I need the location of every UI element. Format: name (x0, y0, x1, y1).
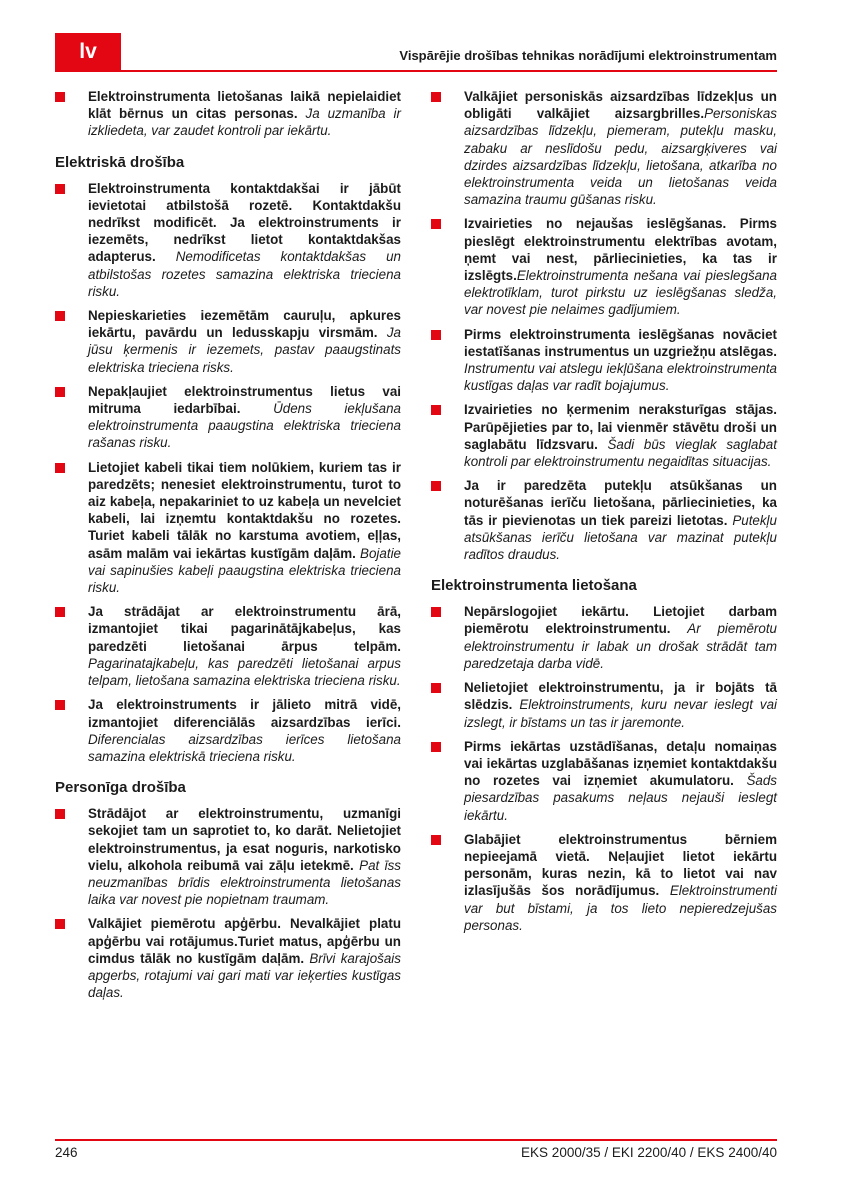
explanation-text: Instrumentu vai atslegu iekļūšana elektroinstrumenta kustīgas daļas var radīt bojajumus. (464, 361, 777, 394)
instruction-text: Valkājiet personiskās aizsardzības līdzekļus un obligāti valkājiet aizsargbrilles. (464, 89, 777, 122)
instruction-text: Lietojiet kabeli tikai tiem nolūkiem, kuriem tas ir paredzēts; nenesiet elektroinstrumentu, turot to aiz kabeļa, nepakariniet to uz kabeļa un nevelciet kabeli, lai izņemtu kontaktdakšu no rozetes. Turiet kabeli tālāk no karstuma avotiem, eļļas, asām malām vai iekārtas kustīgām daļām. (88, 459, 401, 561)
bullet-text (88, 383, 401, 452)
bullet-item (55, 459, 401, 597)
bullet-item (431, 326, 777, 395)
page-header (55, 33, 777, 72)
section-heading: Elektriskā drošība (55, 153, 185, 171)
bullet-square-icon (55, 184, 65, 194)
explanation-text: Elektroinstrumenti var but bīstami, ja tos lieto nepieredzejušas personas. (464, 883, 777, 933)
bullet-square-icon (431, 219, 441, 229)
explanation-text: Šadi būs vieglak saglabat kontroli par elektroinstrumentu negaidītas situacijas. (464, 436, 777, 470)
bullet-text (464, 215, 777, 318)
bullet-item (431, 831, 777, 934)
bullet-square-icon (431, 330, 441, 340)
bullet-text (88, 88, 401, 140)
bullet-square-icon (431, 481, 441, 491)
bullet-square-icon (431, 742, 441, 752)
instruction-text: Elektroinstrumenta kontaktdakšai ir jābūt ievietotai atbilstošā rozetē. Kontaktdakšu nedrīkst modificēt. Ja elektroinstruments ir iezemēts, nedrīkst lietot kontaktdakšas adapterus. (88, 180, 401, 265)
bullet-item (431, 215, 777, 318)
bullet-text (464, 401, 777, 470)
instruction-text: Ja strādājat ar elektroinstrumentu ārā, izmantojiet tikai pagarinātājkabeļus, kas paredzēti lietošanai ārpus telpām. (88, 604, 401, 654)
bullet-item (55, 805, 401, 908)
language-badge: lv (55, 33, 121, 71)
bullet-item (55, 307, 401, 376)
bullet-text (464, 88, 777, 208)
explanation-text: Šads piesardzības pasakums neļaus nejauši ieslegt iekārtu. (464, 773, 777, 823)
section-heading: Personīga drošība (55, 779, 186, 797)
explanation-text: Ar piemērotu elektroinstrumentu ir labak un drošak strādāt tam paredzetaja darba vidē. (464, 621, 778, 671)
bullet-text (464, 603, 777, 672)
instruction-text: Valkājiet piemērotu apģērbu. Nevalkājiet platu apģērbu vai rotājumus.Turiet matus, apģērbu un cimdus tālāk no kustīgām daļām. (88, 916, 401, 966)
instruction-text: Elektroinstrumenta lietošanas laikā nepielaidiet klāt bērnus un citas personas. (88, 89, 401, 122)
bullet-item (431, 603, 777, 672)
bullet-square-icon (55, 607, 65, 617)
explanation-text: Ūdens iekļušana elektroinstrumenta paaugstina elektriska trieciena rašanas risku. (88, 401, 401, 451)
explanation-text: Diferencialas aizsardzības ierīces lietošana samazina elektriskā trieciena risku. (88, 731, 401, 764)
column-right (431, 88, 777, 1008)
bullet-text (88, 805, 401, 908)
page-title: Vispārējie drošības tehnikas norādījumi elektroinstrumentam (399, 48, 777, 63)
instruction-text: Pirms elektroinstrumenta ieslēgšanas novāciet iestatīšanas instrumentus un uzgriežņu atslēgas. (464, 326, 777, 359)
bullet-text (464, 831, 777, 934)
bullet-square-icon (431, 607, 441, 617)
bullet-square-icon (431, 405, 441, 415)
instruction-text: Nelietojiet elektroinstrumentu, ja ir bojāts tā slēdzis. (464, 680, 777, 713)
bullet-item (55, 88, 401, 140)
bullet-text (88, 459, 401, 597)
bullet-square-icon (55, 387, 65, 397)
bullet-text (88, 180, 401, 300)
instruction-text: Izvairieties no nejaušas ieslēgšanas. Pirms pieslēgt elektroinstrumentu elektrības avotam, ņemt vai nest, pārliecinieties, ka tas ir izslēgts. (464, 216, 777, 284)
explanation-text: Brīvi karajošais apgerbs, rotajumi vai gari mati var ieķerties kustīgas daļas. (88, 950, 401, 1001)
bullet-item (431, 477, 777, 563)
instruction-text: Nepieskarieties iezemētām cauruļu, apkures iekārtu, pavārdu un ledusskapju virsmām. (88, 308, 401, 341)
bullet-item (431, 88, 777, 208)
explanation-text: Ja jūsu ķermenis ir iezemets, pastav paaugstinats elektriska trieciena risks. (88, 325, 401, 375)
column-left (55, 88, 401, 1008)
bullet-square-icon (431, 92, 441, 102)
bullet-text (88, 603, 401, 689)
instruction-text: Ja ir paredzēta putekļu atsūkšanas un noturēšanas ierīču lietošana, pārliecinieties, ka tās ir pievienotas un tiek pareizi lietotas. (464, 478, 777, 528)
explanation-text: Nemodificetas kontaktdakšas un atbilstošas rozetes samazina elektriska trieciena risku. (88, 249, 401, 299)
bullet-item (431, 738, 777, 824)
section-heading: Elektroinstrumenta lietošana (431, 577, 637, 595)
instruction-text: Izvairieties no ķermenim neraksturīgas stājas. Parūpējieties par to, lai vienmēr stāvētu droši un saglabātu līdzsvaru. (464, 402, 777, 452)
bullet-square-icon (55, 92, 65, 102)
bullet-item (431, 401, 777, 470)
bullet-item (55, 383, 401, 452)
bullet-square-icon (55, 463, 65, 473)
instruction-text: Nepakļaujiet elektroinstrumentus lietus vai mitruma iedarbībai. (88, 383, 401, 417)
bullet-text (464, 326, 777, 395)
bullet-text (88, 915, 401, 1001)
bullet-square-icon (431, 835, 441, 845)
bullet-item (55, 180, 401, 300)
page-number: 246 (55, 1145, 78, 1160)
bullet-text (464, 477, 777, 563)
bullet-text (88, 696, 401, 765)
explanation-text: Ja uzmanība ir izkliedeta, var zaudet kontroli par iekārtu. (88, 106, 401, 139)
product-models: EKS 2000/35 / EKI 2200/40 / EKS 2400/40 (521, 1145, 777, 1160)
explanation-text: Elektroinstrumenta nešana vai pieslegšana elektrotīklam, turot pirkstu uz ieslēgšanas sledža, var novest pie nelaimes gadījumiem. (464, 268, 777, 318)
instruction-text: Ja elektroinstruments ir jālieto mitrā vidē, izmantojiet diferenciālās aizsardzības ierīci. (88, 697, 401, 730)
bullet-square-icon (55, 919, 65, 929)
bullet-square-icon (55, 311, 65, 321)
bullet-text (88, 307, 401, 376)
bullet-item (55, 603, 401, 689)
explanation-text: Putekļu atsūkšanas ierīču lietošana var mazinat putekļu radītos draudus. (464, 512, 777, 563)
bullet-item (55, 915, 401, 1001)
explanation-text: Bojatie vai sapinušies kabeļi paaugstina elektriska trieciena risku. (88, 545, 401, 596)
bullet-text (464, 738, 777, 824)
bullet-text (464, 679, 777, 731)
instruction-text: Strādājot ar elektroinstrumentu, uzmanīgi sekojiet tam un saprotiet to, ko darāt. Nelietojiet elektroinstrumentus, ja esat noguris, narkotisko vielu, alkohola reibumā vai zāļu ietekmē. (88, 806, 401, 873)
bullet-item (55, 696, 401, 765)
page-footer (55, 1139, 777, 1160)
explanation-text: Pagarinatajkabeļu, kas paredzēti lietošanai arpus telpam, lietošana samazina elektriska trieciena risku. (88, 655, 401, 689)
instruction-text: Glabājiet elektroinstrumentus bērniem nepieejamā vietā. Neļaujiet lietot iekārtu personām, kuras nezin, kā to lietot vai nav izlasījušās šos norādījumus. (464, 831, 777, 899)
bullet-square-icon (431, 683, 441, 693)
explanation-text: Personiskas aizsardzības līdzekļu, piemeram, putekļu masku, zabaku ar neslīdošu pedu, aizsargķiveres vai dzirdes aizsardzības līdzekļu, lietošana, atkarība no elektroinstrumenta veida un lietošanas veida samazina traumu gūšanas risku. (464, 106, 777, 208)
bullet-square-icon (55, 809, 65, 819)
explanation-text: Pat īss neuzmanības brīdis elektroinstrumenta lietošanas laika var novest pie nopietnam traumam. (88, 857, 401, 908)
content-columns (55, 88, 777, 1008)
bullet-square-icon (55, 700, 65, 710)
instruction-text: Pirms iekārtas uzstādīšanas, detaļu nomaiņas vai iekārtas uzglabāšanas izņemiet kontaktdakšu no rozetes vai izņemiet akumulatoru. (464, 738, 777, 789)
explanation-text: Elektroinstruments, kuru nevar ieslegt vai izslegt, ir bīstams un tas ir jaremonte. (464, 697, 777, 730)
bullet-item (431, 679, 777, 731)
instruction-text: Nepārslogojiet iekārtu. Lietojiet darbam piemērotu elektroinstrumentu. (464, 604, 777, 637)
